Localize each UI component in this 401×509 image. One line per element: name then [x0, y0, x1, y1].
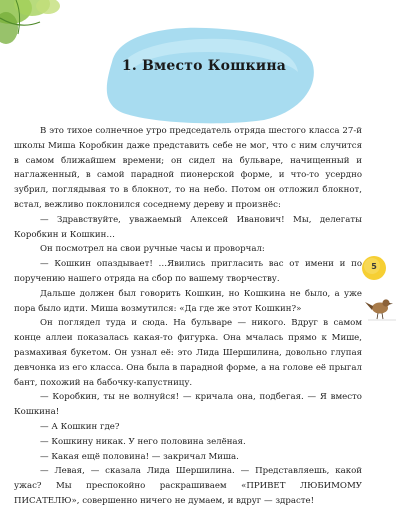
leaf-cluster-icon	[0, 0, 80, 52]
paragraph: Он поглядел туда и сюда. На бульваре — никого. Вдруг в самом конце аллеи показалась какая-то фигурка. Она мчалась прямо к Мише, размахивая букетом. Он узнал её: это Лида Шершилина, довольно глупая девчонка из его класса. Она была в парадной форме, а на голове её прыгал бант, похожий на бабочку-капустницу.	[14, 318, 362, 388]
paragraph: — Здравствуйте, уважаемый Алексей Иванович! Мы, делегаты Коробкин и Кошкин…	[14, 214, 362, 240]
paragraph: — Кошкину никак. У него половина зелёная.	[40, 436, 246, 447]
paragraph: В это тихое солнечное утро председатель отряда шестого класса 27-й школы Миша Коробкин даже представить себе не мог, что с ним случится в самом ближайшем времени; он сидел на бульваре, начищенный и наглаженный, в самой парадной пионерской форме, и что-то усердно зубрил, поглядывая то в блокнот, то на небо. Потом он отложил блокнот, встал, вежливо поклонился соседнему дереву и произнёс:	[14, 126, 362, 210]
bird-icon	[365, 299, 396, 320]
paragraph: — Кошкин опаздывает! …Явились пригласить вас от имени и по поручению нашего отряда на сбор по вашему творчеству.	[14, 259, 362, 284]
chapter-title: 1. Вместо Кошкина	[121, 58, 287, 74]
paragraph: — Какая ещё половина! — закричал Миша.	[40, 451, 239, 462]
paragraph: Он посмотрел на свои ручные часы и проворчал:	[40, 244, 265, 255]
paragraph: — Коробкин, ты не волнуйся! — кричала она, подбегая. — Я вместо Кошкина!	[14, 392, 362, 418]
chapter-body	[14, 124, 362, 509]
paragraph: — А Кошкин где?	[40, 421, 120, 432]
title-blob	[88, 22, 320, 126]
paragraph: — Левая, — сказала Лида Шершилина. — Представляешь, какой ужас? Мы преспокойно раскрашиваем «ПРИВЕТ ЛЮБИМОМУ ПИСАТЕЛЮ», совершенно ничего не думаем, и вдруг — здрасте!	[14, 466, 362, 506]
page-number: 5	[371, 262, 377, 271]
paragraph: Дальше должен был говорить Кошкин, но Кошкина не было, а уже пора было идти. Миша возмутился: «Да где же этот Кошкин?»	[14, 288, 362, 314]
